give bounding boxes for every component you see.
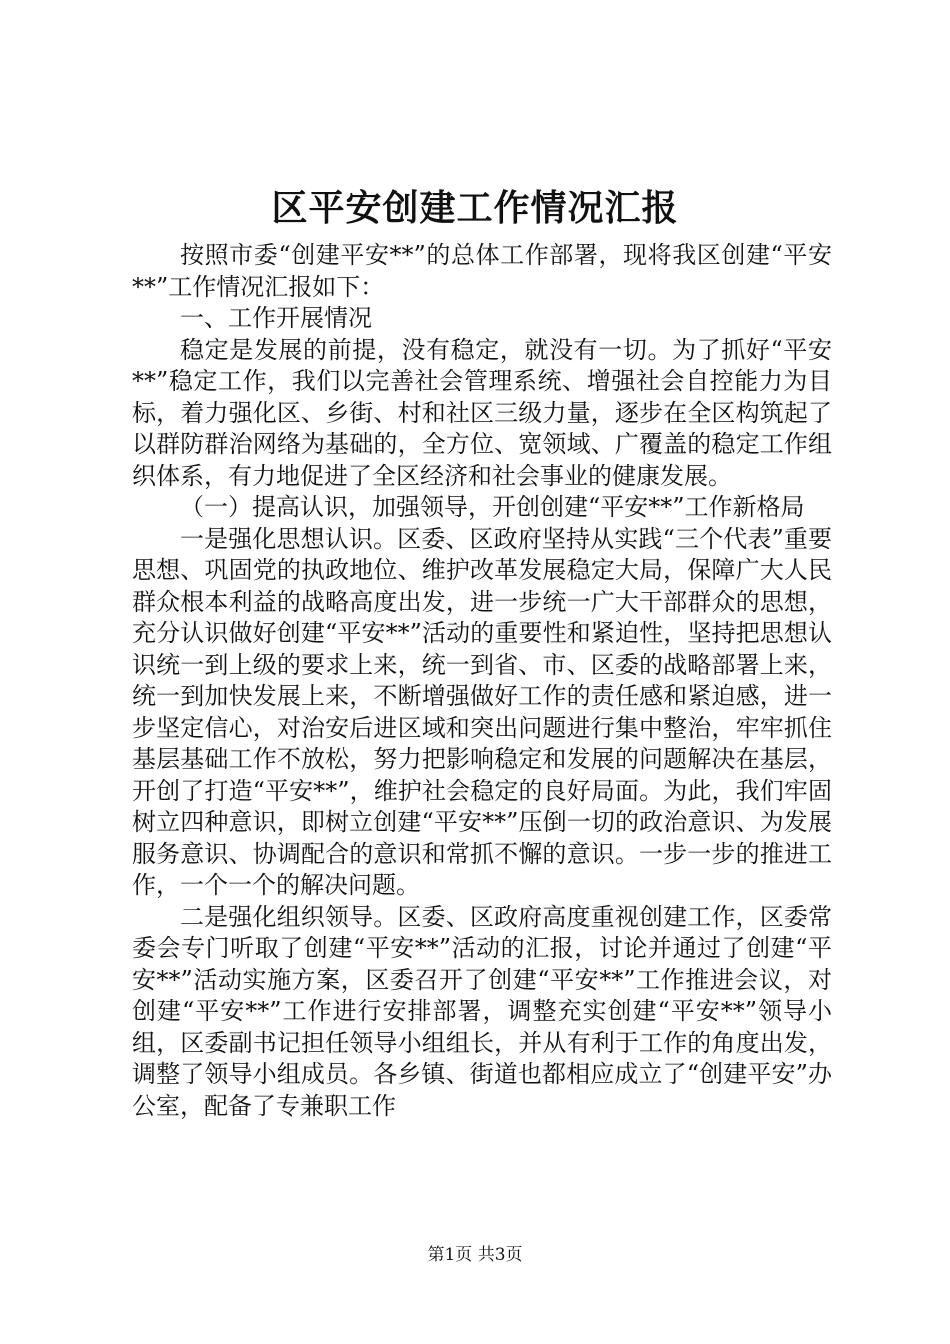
body-paragraph: 一是强化思想认识。区委、区政府坚持从实践“三个代表”重要思想、巩固党的执政地位、维护改革发展稳定大局，保障广大人民群众根本利益的战略高度出发，进一步统一广大干部群众的思想，充分认识做好创建“平安**”活动的重要性和紧迫性，坚持把思想认识统一到上级的要求上来，统一到省、市、区委的战略部署上来，统一到加快发展上来，不断增强做好工作的责任感和紧迫感，进一步坚定信心，对治安后进区域和突出问题进行集中整治，牢牢抓住基层基础工作不放松，努力把影响稳定和发展的问题解决在基层，开创了打造“平安**”，维护社会稳定的良好局面。为此，我们牢固树立四种意识，即树立创建“平安**”压倒一切的政治意识、为发展服务意识、协调配合的意识和常抓不懈的意识。一步一步的推进工作，一个一个的解决问题。 [132, 524, 832, 899]
body-paragraph: 二是强化组织领导。区委、区政府高度重视创建工作，区委常委会专门听取了创建“平安**”活动的汇报，讨论并通过了创建“平安**”活动实施方案，区委召开了创建“平安**”工作推进会议，对创建“平安**”工作进行安排部署，调整充实创建“平安**”领导小组，区委副书记担任领导小组组长，并从有利于工作的角度出发，调整了领导小组成员。各乡镇、街道也都相应成立了“创建平安”办公室，配备了专兼职工作 [132, 902, 832, 1120]
subsection-heading: （一）提高认识，加强领导，开创创建“平安**”工作新格局 [180, 493, 805, 521]
section-heading: 一、工作开展情况 [180, 304, 372, 332]
body-paragraph: 稳定是发展的前提，没有稳定，就没有一切。为了抓好“平安**”稳定工作，我们以完善社会管理系统、增强社会自控能力为目标，着力强化区、乡街、村和社区三级力量，逐步在全区构筑起了以群防群治网络为基础的，全方位、宽领域、广覆盖的稳定工作组织体系，有力地促进了全区经济和社会事业的健康发展。 [132, 335, 832, 490]
page-footer: 第1页 共3页 [427, 1245, 523, 1265]
document-title: 区平安创建工作情况汇报 [271, 187, 679, 229]
intro-paragraph: 按照市委“创建平安**”的总体工作部署，现将我区创建“平安**”工作情况汇报如下： [132, 241, 832, 301]
document-body [132, 240, 832, 1122]
